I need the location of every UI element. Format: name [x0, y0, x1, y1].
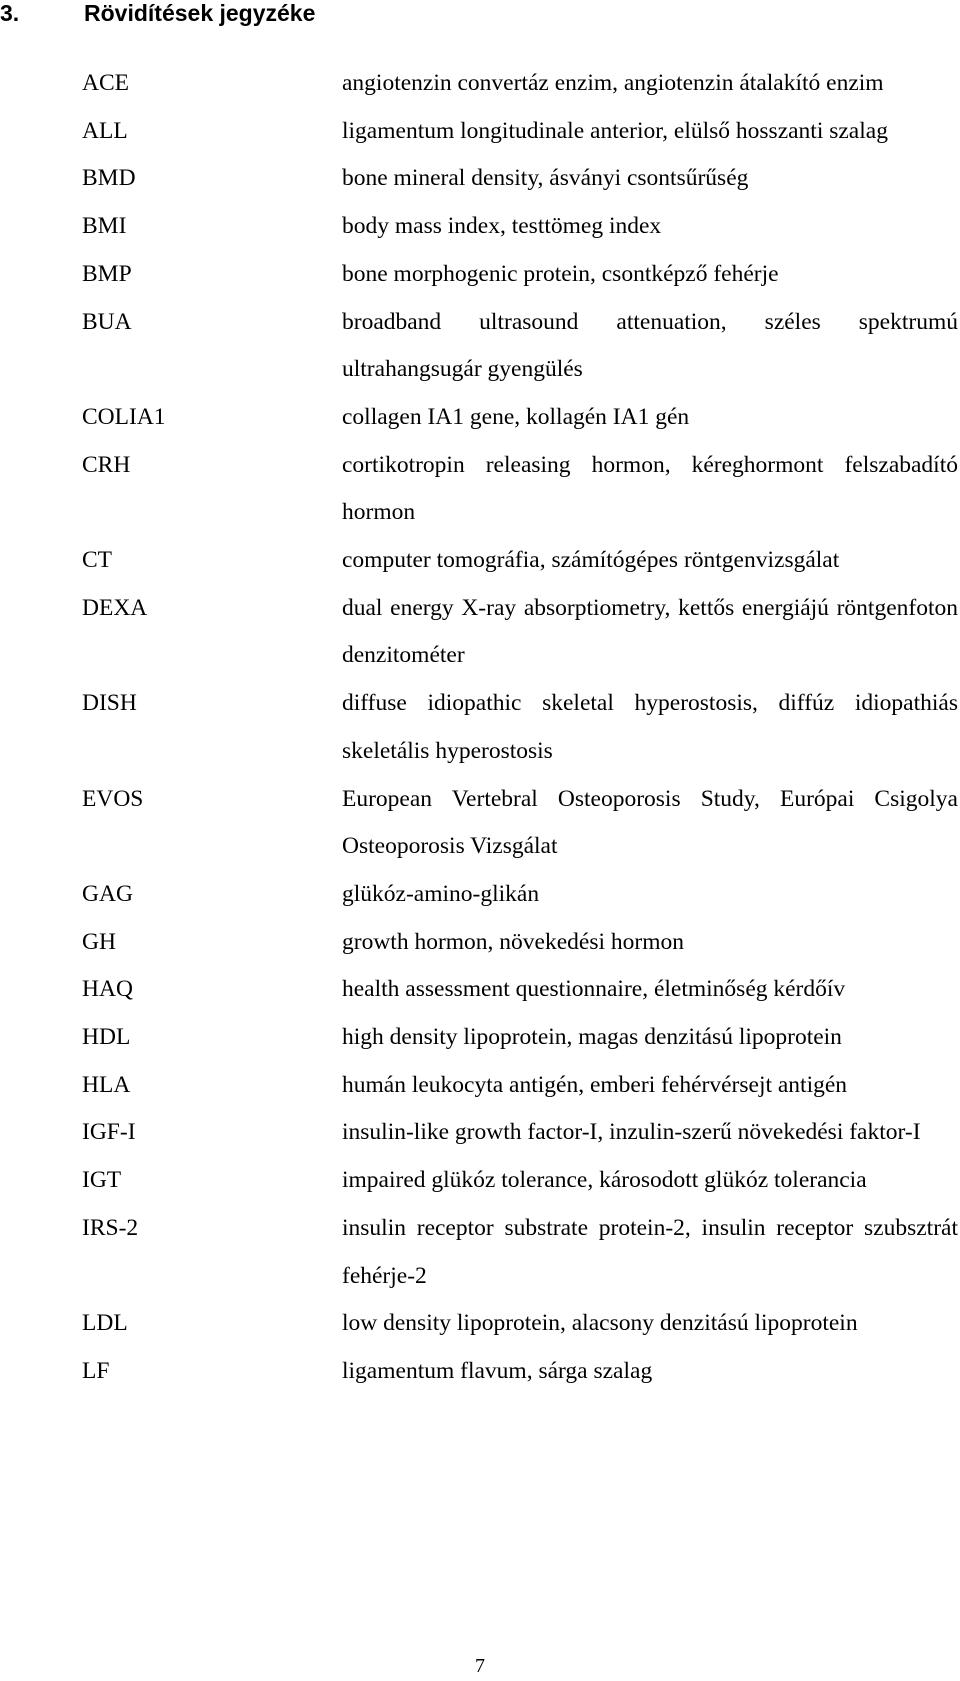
- page-number: 7: [475, 1655, 485, 1677]
- abbreviation-term: LDL: [82, 1310, 128, 1337]
- abbreviation-entry: [82, 108, 958, 156]
- abbreviation-definition: bone morphogenic protein, csontképző fehérje: [342, 260, 779, 287]
- abbreviation-term: CRH: [82, 451, 131, 478]
- abbreviation-list: [82, 60, 958, 1396]
- abbreviation-term: IGT: [82, 1167, 122, 1194]
- abbreviation-term: DISH: [82, 690, 137, 717]
- abbreviation-term: BMP: [82, 260, 132, 287]
- abbreviation-definition: body mass index, testtömeg index: [342, 213, 662, 240]
- abbreviation-entry: [82, 251, 958, 299]
- abbreviation-definition: computer tomográfia, számítógépes röntgenvizsgálat: [342, 547, 840, 574]
- abbreviation-term: CT: [82, 547, 113, 574]
- abbreviation-entry: [82, 155, 958, 203]
- section-heading: [0, 0, 315, 28]
- abbreviation-term: HLA: [82, 1071, 131, 1098]
- abbreviation-term: IRS-2: [82, 1214, 139, 1241]
- abbreviation-definition: European Vertebral Osteoporosis Study, Európai Csigolya Osteoporosis Vizsgálat: [342, 785, 958, 860]
- abbreviation-entry: [82, 299, 958, 394]
- abbreviation-entry: [82, 1205, 958, 1300]
- abbreviation-definition: collagen IA1 gene, kollagén IA1 gén: [342, 403, 690, 430]
- abbreviation-term: BMI: [82, 213, 127, 240]
- abbreviation-term: EVOS: [82, 785, 144, 812]
- section-title: Rövidítések jegyzéke: [84, 0, 316, 26]
- abbreviation-definition: ligamentum flavum, sárga szalag: [342, 1357, 653, 1384]
- abbreviation-entry: [82, 60, 958, 108]
- abbreviation-entry: [82, 1348, 958, 1396]
- abbreviation-entry: [82, 394, 958, 442]
- abbreviation-definition: low density lipoprotein, alacsony denzitású lipoprotein: [342, 1310, 858, 1337]
- abbreviation-term: COLIA1: [82, 403, 166, 430]
- abbreviation-term: HAQ: [82, 976, 133, 1003]
- abbreviation-entry: [82, 966, 958, 1014]
- abbreviation-definition: ligamentum longitudinale anterior, elülső hosszanti szalag: [342, 117, 888, 144]
- abbreviation-term: GH: [82, 928, 116, 955]
- abbreviation-definition: insulin receptor substrate protein-2, insulin receptor szubsztrát fehérje-2: [342, 1214, 958, 1289]
- abbreviation-term: BMD: [82, 165, 136, 192]
- abbreviation-definition: insulin-like growth factor-I, inzulin-szerű növekedési faktor-I: [342, 1119, 921, 1146]
- abbreviation-definition: glükóz-amino-glikán: [342, 880, 540, 907]
- abbreviation-entry: [82, 919, 958, 967]
- abbreviation-term: GAG: [82, 880, 133, 907]
- abbreviation-definition: dual energy X-ray absorptiometry, kettős energiájú röntgenfoton denzitométer: [342, 594, 958, 669]
- abbreviation-entry: [82, 1109, 958, 1157]
- abbreviation-term: LF: [82, 1357, 110, 1384]
- abbreviation-entry: [82, 442, 958, 537]
- abbreviation-entry: [82, 1014, 958, 1062]
- abbreviation-term: ACE: [82, 70, 129, 96]
- abbreviation-definition: impaired glükóz tolerance, károsodott glükóz tolerancia: [342, 1167, 867, 1194]
- abbreviation-term: BUA: [82, 308, 132, 335]
- abbreviation-term: IGF-I: [82, 1119, 136, 1146]
- abbreviation-definition: health assessment questionnaire, életminőség kérdőív: [342, 976, 846, 1003]
- abbreviation-term: ALL: [82, 117, 128, 144]
- abbreviation-entry: [82, 1062, 958, 1110]
- section-number: 3.: [0, 0, 20, 26]
- abbreviation-definition: cortikotropin releasing hormon, kéreghormont felszabadító hormon: [342, 451, 958, 526]
- abbreviation-entry: [82, 585, 958, 680]
- abbreviation-definition: bone mineral density, ásványi csontsűrűség: [342, 165, 749, 192]
- abbreviation-definition: diffuse idiopathic skeletal hyperostosis, diffúz idiopathiás skeletális hyperostosis: [342, 690, 958, 764]
- abbreviation-entry: [82, 537, 958, 585]
- abbreviation-definition: angiotenzin convertáz enzim, angiotenzin átalakító enzim: [342, 70, 884, 96]
- abbreviation-definition: high density lipoprotein, magas denzitású lipoprotein: [342, 1024, 842, 1051]
- abbreviation-entry: [82, 680, 958, 775]
- abbreviation-term: DEXA: [82, 594, 148, 621]
- abbreviation-entry: [82, 1157, 958, 1205]
- abbreviation-definition: broadband ultrasound attenuation, széles spektrumú ultrahangsugár gyengülés: [342, 308, 958, 383]
- abbreviation-entry: [82, 203, 958, 251]
- abbreviation-entry: [82, 776, 958, 871]
- abbreviation-entry: [82, 871, 958, 919]
- abbreviation-definition: growth hormon, növekedési hormon: [342, 928, 685, 955]
- abbreviation-term: HDL: [82, 1024, 131, 1051]
- abbreviation-entry: [82, 1300, 958, 1348]
- abbreviation-definition: humán leukocyta antigén, emberi fehérvérsejt antigén: [342, 1071, 848, 1098]
